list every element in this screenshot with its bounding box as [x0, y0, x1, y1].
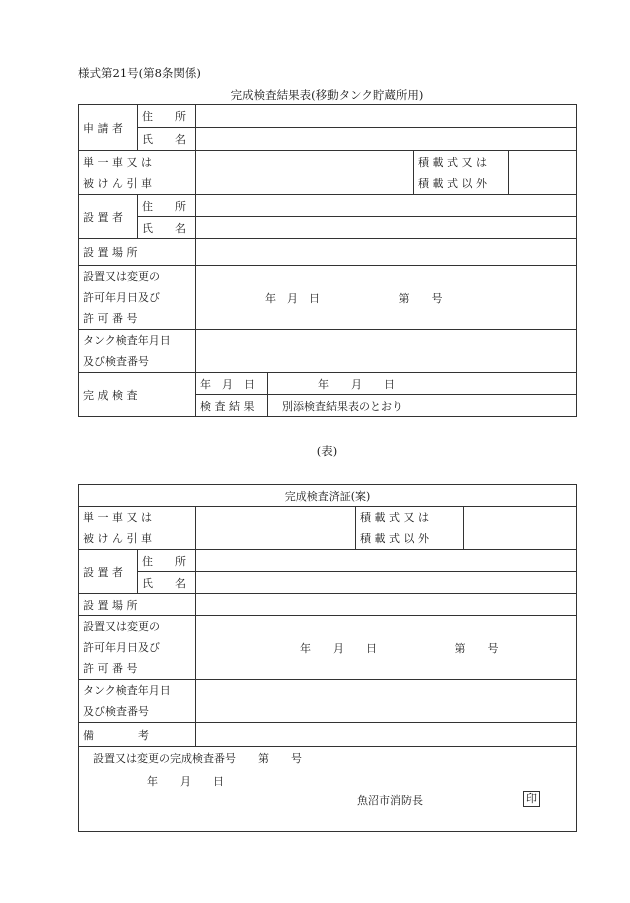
cert-installer-label: 設 置 者	[79, 550, 138, 594]
installer-address-field[interactable]	[196, 195, 577, 217]
applicant-name-label: 氏 名	[138, 128, 196, 151]
inspection-date-value: 年 月 日	[268, 373, 577, 395]
cert-vehicle-type-field[interactable]	[196, 507, 356, 550]
cert-installer-name-label: 氏 名	[138, 572, 196, 594]
cert-permit-date: 年 月 日	[300, 641, 377, 655]
installer-label: 設 置 者	[79, 195, 138, 239]
certificate-number: 設置又は変更の完成検査番号 第 号	[93, 752, 302, 765]
cert-installer-name-field[interactable]	[196, 572, 577, 594]
issuer-name: 魚沼市消防長	[357, 794, 423, 807]
cert-loading-type-label: 積 載 式 又 は 積 載 式 以 外	[356, 507, 464, 550]
completion-certificate-table	[78, 484, 577, 832]
form-number-header: 様式第21号(第8条関係)	[78, 66, 201, 80]
applicant-name-field[interactable]	[196, 128, 577, 151]
cert-installer-address-field[interactable]	[196, 550, 577, 572]
cert-permit-field[interactable]	[196, 616, 577, 680]
vehicle-type-label: 単 一 車 又 は 被 け ん 引 車	[79, 151, 196, 195]
completion-inspection-label: 完 成 検 査	[79, 373, 196, 417]
location-field[interactable]	[196, 239, 577, 266]
inspection-result-value: 別添検査結果表のとおり	[268, 395, 577, 417]
form2-title: 完成検査済証(案)	[79, 485, 577, 507]
cert-permit-label: 設置又は変更の 許可年月日及び 許 可 番 号	[79, 616, 196, 680]
permit-label: 設置又は変更の 許可年月日及び 許 可 番 号	[79, 266, 196, 330]
cert-permit-number: 第 号	[454, 641, 499, 655]
permit-number: 第 号	[398, 291, 443, 305]
cert-loading-type-field[interactable]	[464, 507, 577, 550]
applicant-address-label: 住 所	[138, 105, 196, 128]
cert-location-label: 設 置 場 所	[79, 594, 196, 616]
form1-title: 完成検査結果表(移動タンク貯蔵所用)	[230, 88, 424, 102]
cert-tank-inspection-field[interactable]	[196, 680, 577, 723]
permit-date: 年 月 日	[265, 291, 320, 305]
remarks-field[interactable]	[196, 723, 577, 747]
location-label: 設 置 場 所	[79, 239, 196, 266]
applicant-address-field[interactable]	[196, 105, 577, 128]
loading-type-field[interactable]	[509, 151, 577, 195]
installer-address-label: 住 所	[138, 195, 196, 217]
omote-label: (表)	[316, 444, 338, 458]
completion-inspection-result-table	[78, 104, 577, 417]
tank-inspection-label: タンク検査年月日 及び検査番号	[79, 330, 196, 373]
vehicle-type-field[interactable]	[196, 151, 414, 195]
cert-vehicle-type-label: 単 一 車 又 は 被 け ん 引 車	[79, 507, 196, 550]
installer-name-label: 氏 名	[138, 217, 196, 239]
applicant-label: 申 請 者	[79, 105, 138, 151]
official-seal: 印	[523, 791, 540, 807]
loading-type-label: 積 載 式 又 は 積 載 式 以 外	[414, 151, 509, 195]
inspection-result-label: 検 査 結 果	[196, 395, 268, 417]
certificate-footer	[79, 747, 577, 832]
tank-inspection-field[interactable]	[196, 330, 577, 373]
cert-installer-address-label: 住 所	[138, 550, 196, 572]
installer-name-field[interactable]	[196, 217, 577, 239]
cert-location-field[interactable]	[196, 594, 577, 616]
cert-tank-inspection-label: タンク検査年月日 及び検査番号	[79, 680, 196, 723]
permit-field[interactable]	[196, 266, 577, 330]
issue-date: 年 月 日	[147, 775, 224, 788]
inspection-date-label: 年 月 日	[196, 373, 268, 395]
remarks-label: 備 考	[79, 723, 196, 747]
